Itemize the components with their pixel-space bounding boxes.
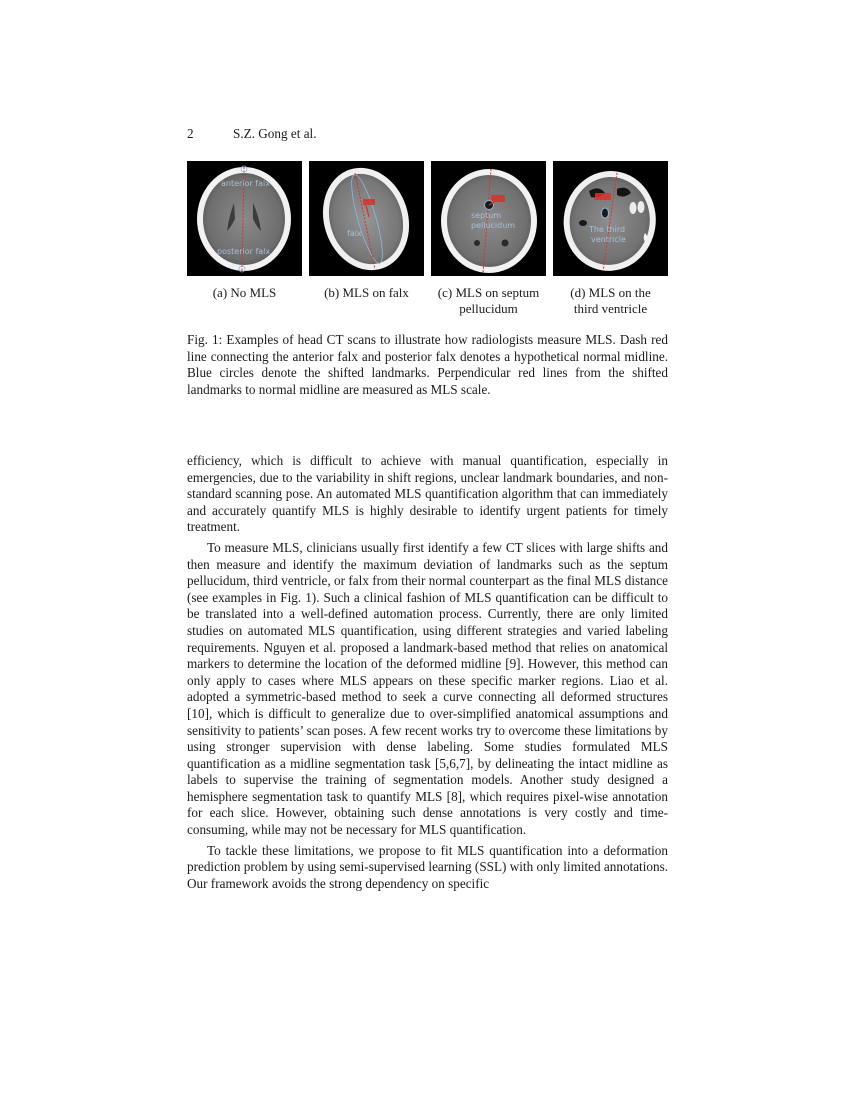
- panel-b: [309, 161, 424, 316]
- ct-scan-image-a: [187, 161, 302, 276]
- panel-c: [431, 161, 546, 316]
- subcaption-d-line2: third ventricle: [573, 300, 648, 316]
- subcaption-c-line1: (c) MLS on septum: [437, 285, 540, 300]
- panel-a: [187, 161, 302, 316]
- figure-1: [187, 161, 668, 316]
- page-number: 2: [187, 126, 194, 141]
- paragraph-3: To tackle these limitations, we propose to fit MLS quantification into a deformation prediction problem by using semi-supervised learning (SSL) with only limited annotations. Our framework avoids the strong dependency on specific: [187, 842, 668, 891]
- panel-d: [553, 161, 668, 316]
- overlay-label-posterior-falx: posterior falx: [217, 247, 271, 256]
- brain-scan-icon: [553, 161, 668, 276]
- overlay-label-septum: septum: [471, 211, 502, 220]
- paragraph-2: To measure MLS, clinicians usually first identify a few CT slices with large shifts and then measure and identify the maximum deviation of landmarks such as the septum pellucidum, third ventricle, or falx from their normal counterpart as the final MLS distance (see examples in Fig. 1). Such a clinical fashion of MLS quantification can be difficult to be translated into a well-defined automation process. Currently, there are only limited studies on automated MLS quantification, using different strategies and varied labeling requirements. Nguyen et al. proposed a landmark-based method that relies on anatomical markers to determine the location of the deformed midline [9]. However, this method can only apply to cases where MLS appears on these specific marker regions. Liao et al. adopted a symmetric-based method to seek a curve connecting all deformed structures [10], which is difficult to generalize due to over-simplified anatomical assumptions and sensitivity to patients’ scan poses. A few recent works try to overcome these limitations by using stronger supervision with dense labeling. Some studies formulated MLS quantification as a midline segmentation task [5,6,7], by delineating the intact midline as labels to supervise the training of segmentation models. Another study designed a hemisphere segmentation task to quantify MLS [8], which requires pixel-wise annotation for each slice. However, obtaining such dense annotations is very costly and time-consuming, while may not be necessary for MLS quantification.: [187, 539, 668, 838]
- figure-caption: Fig. 1: Examples of head CT scans to illustrate how radiologists measure MLS. Dash red line connecting the anterior falx and posterior falx denotes a hypothetical normal midline. Blue circles denote the shifted landmarks. Perpendicular red lines from the shifted landmarks to normal midline are measured as MLS scale.: [187, 332, 668, 397]
- subcaption-a-line1: (a) No MLS: [212, 285, 277, 300]
- subcaption-b: [324, 285, 409, 301]
- ct-scan-image-b: [309, 161, 424, 276]
- paragraph-1: efficiency, which is difficult to achieve with manual quantification, especially in emergencies, due to the variability in shift regions, unclear landmark boundaries, and non-standard scanning pose. An automated MLS quantification algorithm that can immediately and accurately quantify MLS is highly desirable to identify urgent patients for timely treatment.: [187, 453, 668, 535]
- overlay-label-ventricle: ventricle: [591, 235, 626, 244]
- subcaption-a: [213, 285, 277, 301]
- subcaption-c-line2: pellucidum: [459, 300, 518, 316]
- overlay-label-falx: falx: [347, 229, 362, 238]
- brain-scan-icon: [309, 161, 424, 276]
- subcaption-c: [426, 285, 551, 316]
- running-title: S.Z. Gong et al.: [233, 126, 317, 141]
- figure-panels: [187, 161, 668, 316]
- overlay-label-anterior-falx: anterior falx: [221, 179, 270, 188]
- overlay-label-pellucidum: pellucidum: [471, 221, 516, 230]
- ct-scan-image-c: [431, 161, 546, 276]
- running-header: [187, 126, 317, 142]
- overlay-label-the-third: The third: [589, 225, 626, 234]
- subcaption-d-line1: (d) MLS on the: [570, 285, 651, 300]
- ct-scan-image-d: [553, 161, 668, 276]
- body-text: [187, 453, 668, 892]
- subcaption-d: [548, 285, 673, 316]
- subcaption-b-line1: (b) MLS on falx: [324, 285, 409, 300]
